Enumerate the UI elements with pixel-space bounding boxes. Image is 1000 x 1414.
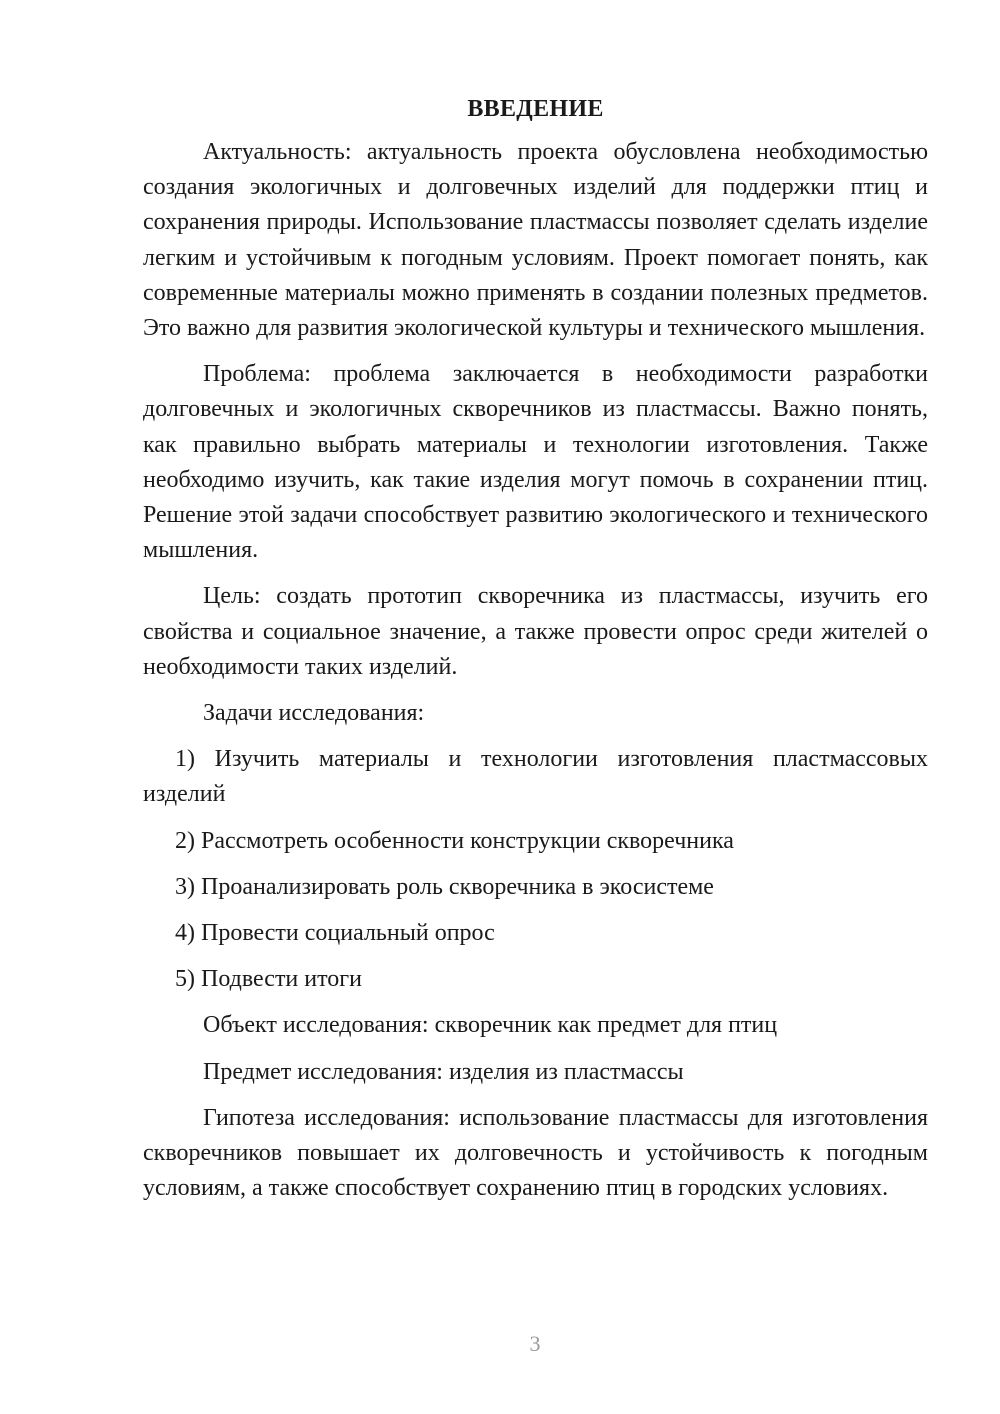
- object-paragraph: Объект исследования: скворечник как предмет для птиц: [203, 1012, 778, 1039]
- page-title: ВВЕДЕНИЕ: [467, 96, 604, 122]
- list-item: 3) Проанализировать роль скворечника в экосистеме: [175, 873, 714, 900]
- list-item: 4) Провести социальный опрос: [175, 920, 495, 947]
- tasks-list: [143, 742, 928, 997]
- relevance-paragraph: Актуальность: актуальность проекта обусловлена необходимостью создания экологичных и долговечных изделий для поддержки птиц и сохранения природы. Использование пластмассы позволяет сделать изделие легким и устойчивым к погодным условиям. Проект помогает понять, как современные материалы можно применять в создании полезных предметов. Это важно для развития экологической культуры и технического мышления.: [143, 139, 928, 342]
- hypothesis-paragraph: Гипотеза исследования: использование пластмассы для изготовления скворечников повышает их долговечность и устойчивость к погодным условиям, а также способствует сохранению птиц в городских условиях.: [143, 1104, 928, 1202]
- tasks-heading: Задачи исследования:: [203, 700, 425, 727]
- list-item: 2) Рассмотреть особенности конструкции скворечника: [175, 827, 734, 854]
- document-page: [143, 92, 928, 1217]
- problem-paragraph: Проблема: проблема заключается в необходимости разработки долговечных и экологичных скворечников из пластмассы. Важно понять, как правильно выбрать материалы и технологии изготовления. Также необходимо изучить, как такие изделия могут помочь в сохранении птиц. Решение этой задачи способствует развитию экологического и технического мышления.: [143, 361, 928, 564]
- list-item: 5) Подвести итоги: [175, 966, 362, 993]
- subject-paragraph: Предмет исследования: изделия из пластмассы: [203, 1058, 684, 1085]
- goal-paragraph: Цель: создать прототип скворечника из пластмассы, изучить его свойства и социальное значение, а также провести опрос среди жителей о необходимости таких изделий.: [143, 583, 928, 680]
- list-item: 1) Изучить материалы и технологии изготовления пластмассовых изделий: [143, 746, 928, 808]
- page-number: 3: [529, 1331, 541, 1356]
